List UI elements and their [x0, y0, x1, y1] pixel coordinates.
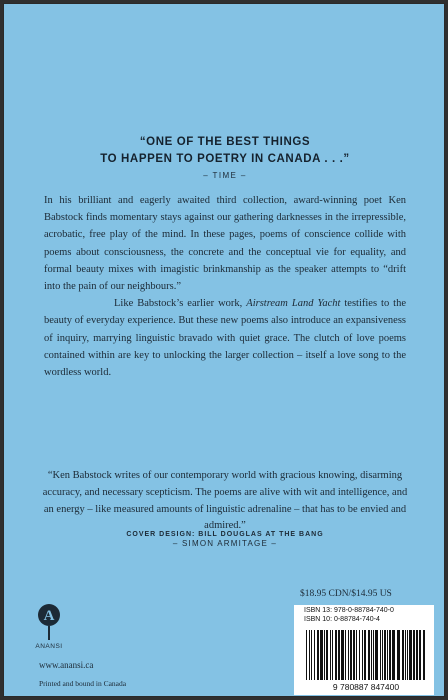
- publisher-name: ANANSI: [35, 643, 63, 650]
- barcode-bar: [350, 630, 352, 680]
- barcode-bar: [362, 630, 363, 680]
- barcode-bar: [387, 630, 388, 680]
- barcode-bar: [364, 630, 366, 680]
- barcode-bar: [314, 630, 315, 680]
- barcode-bar: [382, 630, 383, 680]
- barcode-bar: [409, 630, 412, 680]
- barcode-bar: [419, 630, 421, 680]
- barcode-bar: [392, 630, 395, 680]
- barcode-bar: [397, 630, 400, 680]
- book-title-reference: Airstream Land Yacht: [246, 298, 341, 310]
- barcode: [302, 628, 430, 692]
- barcode-bar: [341, 630, 344, 680]
- bottom-quote: [40, 468, 410, 553]
- barcode-bar: [373, 630, 374, 680]
- barcode-bar: [326, 630, 328, 680]
- publisher-logo-letter: A: [43, 608, 55, 624]
- barcode-bar: [389, 630, 391, 680]
- barcode-bar: [311, 630, 312, 680]
- cover-design-credit: COVER DESIGN: BILL DOUGLAS AT THE BANG: [126, 531, 324, 538]
- barcode-bar: [338, 630, 340, 680]
- paragraph-2-rest: testifies to the beauty of everyday experience. But these new poems also introduce an expansiveness of inquiry, marrying linguistic bravado with quiet grace. The clutch of love poems contained within are key to unlocking the larger collection – itself a love song to the wordless world.: [44, 298, 407, 379]
- barcode-bar: [368, 630, 370, 680]
- bottom-quote-source: – SIMON ARMITAGE –: [172, 539, 278, 549]
- isbn-13: ISBN 13: 978-0-88784-740-0: [304, 607, 394, 614]
- barcode-bar: [405, 630, 406, 680]
- barcode-bar: [380, 630, 381, 680]
- barcode-bar: [423, 630, 425, 680]
- description-paragraph-2: [44, 295, 406, 381]
- top-quote-line-1: “ONE OF THE BEST THINGS: [139, 136, 311, 148]
- barcode-bar: [330, 630, 331, 680]
- barcode-bar: [317, 630, 319, 680]
- price: $18.95 CDN/$14.95 US: [300, 589, 392, 599]
- barcode-bar: [306, 630, 307, 680]
- barcode-bar: [345, 630, 346, 680]
- barcode-bar: [384, 630, 386, 680]
- barcode-bar: [332, 630, 333, 680]
- bottom-quote-text: “Ken Babstock writes of our contemporary world with gracious knowing, disarming accuracy, and necessary scepticism. The poems are alive with wit and intelligence, and an energy – like measured amounts of linguistic adrenaline – that has to be envied and admired.”: [42, 470, 408, 532]
- barcode-bar: [407, 630, 408, 680]
- barcode-bar: [359, 630, 360, 680]
- barcode-bar: [348, 630, 349, 680]
- barcode-digits: 9 780887 847400: [332, 682, 400, 692]
- publisher-logo-icon: [36, 603, 62, 641]
- barcode-bar: [353, 630, 355, 680]
- barcode-bar: [416, 630, 418, 680]
- barcode-bar: [356, 630, 357, 680]
- barcode-bar: [413, 630, 415, 680]
- barcode-bar: [371, 630, 372, 680]
- isbn-10: ISBN 10: 0-88784-740-4: [304, 615, 380, 623]
- description-paragraph-1: In his brilliant and eagerly awaited third collection, award-winning poet Ken Babstock finds momentary stays against our gathering darknesses in the irrepressible, acrobatic, free play of the mind. In these pages, poems of conscience collide with poems about consciousness, the concrete and the conceptual vie for equality, and formal beauty mixes with imagistic brinkmanship as the speaker attempts to “drift into the pain of our neighbours.”: [44, 195, 406, 293]
- top-quote: [4, 134, 446, 180]
- barcode-bar: [320, 630, 323, 680]
- back-cover: [3, 3, 445, 697]
- top-quote-source: – TIME –: [203, 171, 247, 180]
- isbn-block: [304, 607, 394, 624]
- barcode-bar: [402, 630, 404, 680]
- barcode-bar: [335, 630, 337, 680]
- publisher-website: www.anansi.ca: [39, 660, 94, 670]
- barcode-bars: [306, 630, 425, 680]
- top-quote-line-2: TO HAPPEN TO POETRY IN CANADA . . .”: [100, 153, 350, 165]
- barcode-bar: [375, 630, 378, 680]
- paragraph-2-start: Like Babstock’s earlier work,: [114, 298, 247, 310]
- book-description: [44, 192, 406, 381]
- barcode-bar: [309, 630, 310, 680]
- barcode-bar: [324, 630, 325, 680]
- printed-note: Printed and bound in Canada: [39, 679, 127, 688]
